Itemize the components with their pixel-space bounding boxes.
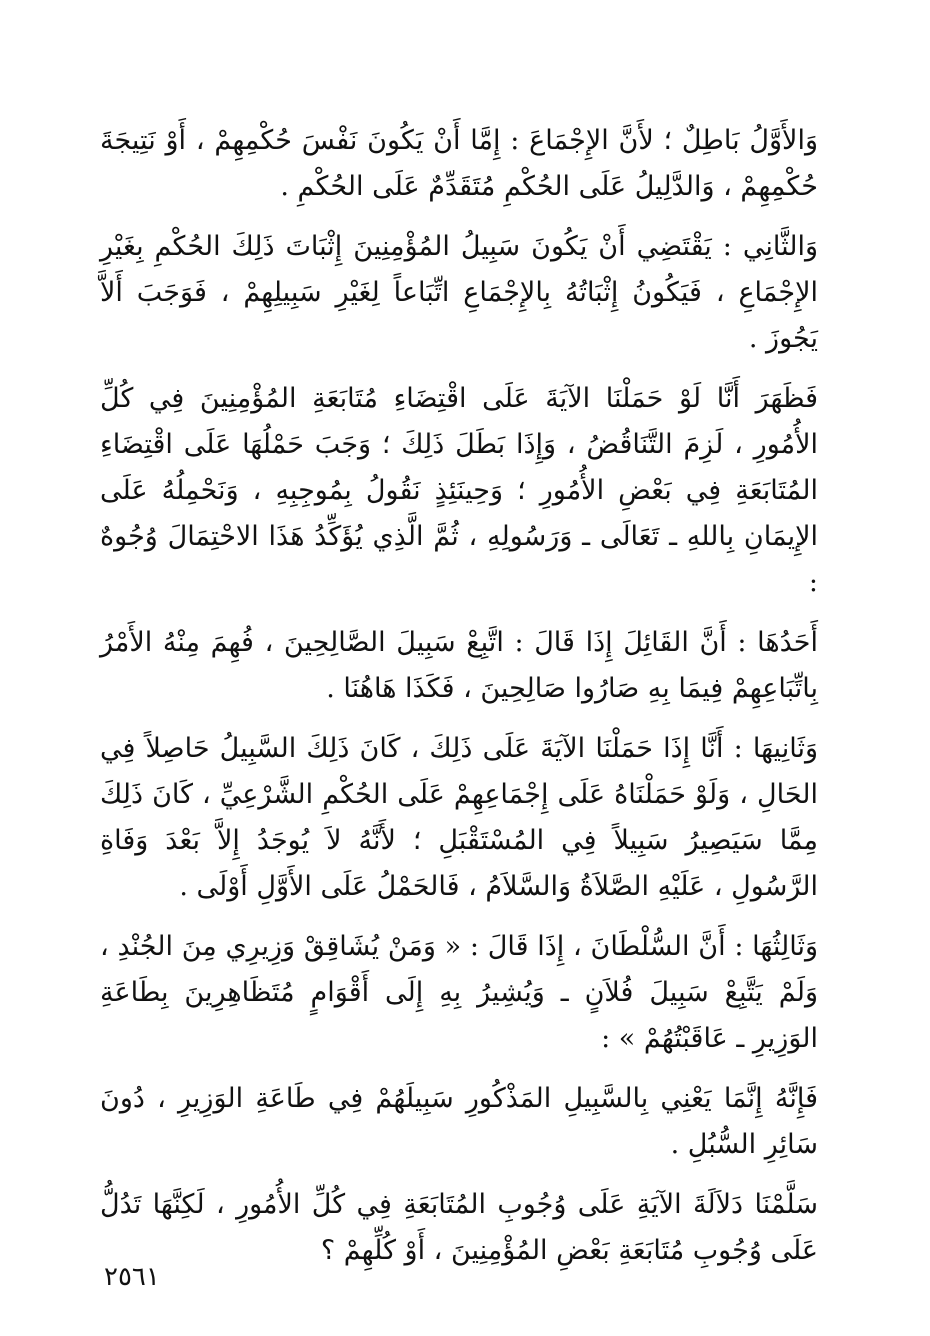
- paragraph-2: وَالثَّانِي : يَقْتَضِي أَنْ يَكُونَ سَبِيلُ المُؤْمِنِينَ إِثْبَاتَ ذَلِكَ الحُكْمِ بِغَيْرِ الإِجْمَاعِ ، فَيَكُونُ إِثْبَاتُهُ بِالإِجْمَاعِ اتِّبَاعاً لِغَيْرِ سَبِيلِهِمْ ، فَوَجَبَ أَلاَّ يَجُوزَ .: [100, 231, 818, 354]
- paragraph-6: وَثَالِثُهَا : أَنَّ السُّلْطَانَ ، إِذَا قَالَ : « وَمَنْ يُشَاقِقْ وَزِيرِي مِنَ الجُنْدِ ، وَلَمْ يَتَّبِعْ سَبِيلَ فُلاَنٍ ـ وَيُشِيرُ بِهِ إِلَى أَقْوَامٍ مُتَظَاهِرِينَ بِطَاعَةِ الوَزِيرِ ـ عَاقَبْتُهُمْ » :: [100, 931, 818, 1054]
- paragraph-5: وَثَانِيهَا : أَنَّا إِذَا حَمَلْنَا الآيَةَ عَلَى ذَلِكَ ، كَانَ ذَلِكَ السَّبِيلُ حَاصِلاً فِي الحَالِ ، وَلَوْ حَمَلْنَاهُ عَلَى إِجْمَاعِهِمْ عَلَى الحُكْمِ الشَّرْعِيِّ ، كَانَ ذَلِكَ مِمَّا سَيَصِيرُ سَبِيلاً فِي المُسْتَقْبَلِ ؛ لأَنَّهُ لاَ يُوجَدُ إِلاَّ بَعْدَ وَفَاةِ الرَّسُولِ ، عَلَيْهِ الصَّلاَةُ وَالسَّلاَمُ ، فَالحَمْلُ عَلَى الأَوَّلِ أَوْلَى .: [100, 733, 818, 902]
- paragraph-1: وَالأَوَّلُ بَاطِلٌ ؛ لأَنَّ الإِجْمَاعَ : إِمَّا أَنْ يَكُونَ نَفْسَ حُكْمِهِمْ ، أَوْ نَتِيجَةَ حُكْمِهِمْ ، وَالدَّلِيلُ عَلَى الحُكْمِ مُتَقَدِّمٌ عَلَى الحُكْمِ .: [100, 125, 818, 202]
- paragraph-3: فَظَهَرَ أَنَّا لَوْ حَمَلْنَا الآيَةَ عَلَى اقْتِضَاءِ مُتَابَعَةِ المُؤْمِنِينَ فِي كُلِّ الأُمُورِ ، لَزِمَ التَّنَاقُضُ ، وَإِذَا بَطَلَ ذَلِكَ ؛ وَجَبَ حَمْلُهَا عَلَى اقْتِضَاءِ المُتَابَعَةِ فِي بَعْضِ الأُمُورِ ؛ وَحِينَئِذٍ نَقُولُ بِمُوجِبِهِ ، وَنَحْمِلُهُ عَلَى الإِيمَانِ بِاللهِ ـ تَعَالَى ـ وَرَسُولِهِ ، ثُمَّ الَّذِي يُؤَكِّدُ هَذَا الاحْتِمَالَ وُجُوهٌ :: [100, 383, 818, 598]
- page-number: ٢٥٦١: [104, 1262, 160, 1292]
- paragraph-4: أَحَدُهَا : أَنَّ القَائِلَ إِذَا قَالَ : اتَّبِعْ سَبِيلَ الصَّالِحِينَ ، فُهِمَ مِنْهُ الأَمْرُ بِاتِّبَاعِهِمْ فِيمَا بِهِ صَارُوا صَالِحِينَ ، فَكَذَا هَاهُنَا .: [100, 627, 818, 704]
- page-body: [100, 118, 818, 1288]
- paragraph-8: سَلَّمْنَا دَلاَلَةَ الآيَةِ عَلَى وُجُوبِ المُتَابَعَةِ فِي كُلِّ الأُمُورِ ، لَكِنَّهَا تَدُلُّ عَلَى وُجُوبِ مُتَابَعَةِ بَعْضِ المُؤْمِنِينَ ، أَوْ كُلِّهِمْ ؟: [100, 1189, 818, 1266]
- paragraph-7: فَإِنَّهُ إِنَّمَا يَعْنِي بِالسَّبِيلِ المَذْكُورِ سَبِيلَهُمْ فِي طَاعَةِ الوَزِيرِ ، دُونَ سَائِرِ السُّبُلِ .: [100, 1083, 818, 1160]
